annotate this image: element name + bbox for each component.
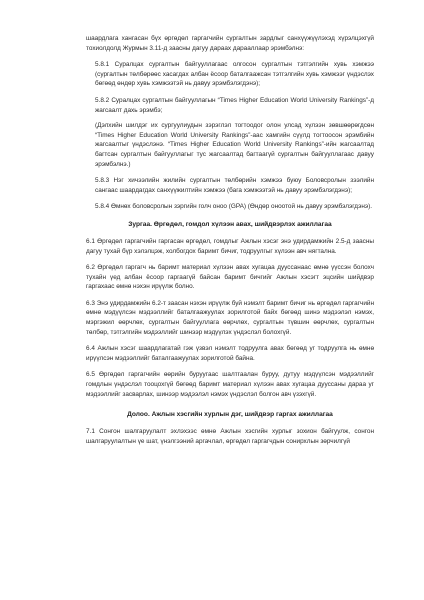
clause-5-8-2-note: (Дэлхийн шилдэг их сургуулиудын зэрэглэл тогтоодог олон улсад хүлээн зөвшөөрөгдсөн “Times Higher Education World University Rankings”-аас хамгийн сүүлд тогтоосон эрэмбийн жагсаалтыг үндэслэнэ. “Times Higher Education World University Rankings”-ийн жагсаалтад багтсан сургалтын байгууллагыг тус жагсаалтад багтаагүй сургалтын байгууллагаас давуу эрэмбэлнэ.) <box>95 122 374 168</box>
clause-6-4: 6.4 Ажлын хэсэг шаардлагатай гэж үзвэл нэмэлт тодруулга авах бөгөөд уг тодруулга нь өмнө ирүүлсэн мэдээллийг баталгаажуулах зорилготой байна. <box>86 345 374 362</box>
intro-paragraph: шаардлага хангасан бүх өргөдөл гаргагчийн сургалтын зардлыг санхүүжүүлэхэд хүрэлцэхгүй тохиолдолд Журмын 3.11-д заасны дагуу дараах дарааллаар эрэмбэлнэ: <box>86 35 374 52</box>
clause-6-5: 6.5 Өргөдөл гаргагчийн өөрийн буруугаас шалтгаалан буруу, дутуу мэдүүлсэн мэдээллийг гомдлын үндэслэл тооцохгүй бөгөөд баримт материал хүлээн авах хугацаа дууссаны дараа уг мэдээллийг засварлах, шинээр мэдээлэл нэмэх үндэслэл болгон авч үзэхгүй. <box>86 371 374 398</box>
section-7-heading: Долоо. Ажлын хэсгийн хурлын дэг, шийдвэр гаргах ажиллагаа <box>127 411 333 419</box>
clause-6-1: 6.1 Өргөдөл гаргагчийн гаргасан өргөдөл, гомдлыг Ажлын хэсэг энэ удирдамжийн 2.5-д заасны дагуу тухай бүр хэлэлцэж, холбогдох баримт бичиг, тодруулгыг хүлээн авч нягтална. <box>86 237 374 255</box>
clause-5-8-1: 5.8.1 Суралцах сургалтын байгууллагаас олгосон сургалтын тэтгэлгийн хувь хэмжээ (сургалтын төлбөрөөс хасагдах албан ёсоор баталгаажсан тэтгэлгийн хувь хэмжээг үндэслэх бөгөөд өндөр хувь хэмжээтэй нь давуу эрэмбэлэгдэнэ); <box>95 61 374 88</box>
clause-6-2: 6.2 Өргөдөл гаргагч нь баримт материал хүлээн авах хугацаа дууссанаас өмнө үүссэн болохч тухайн үед албан ёсоор гаргаагүй байсан баримт бичгийг Ажлын хэсэгт эцсийн шийдвэр гаргахаас өмнө нэхэн ирүүлж болно. <box>86 264 374 291</box>
clause-5-8-3: 5.8.3 Нэг хичээлийн жилийн сургалтын төлбөрийн хэмжээ буюу Боловсролын зээлийн сангаас шаардагдах санхүүжилтийн хэмжээ (бага хэмжээтэй нь давуу эрэмбэлэгдэнэ); <box>95 177 374 194</box>
clause-5-8-2: 5.8.2 Суралцах сургалтын байгууллагын “Times Higher Education World University Rankings”-д жагсаалт дахь эрэмбэ; <box>95 96 374 114</box>
clause-7-1: 7.1 Сонгон шалгаруулалт эхлэхээс өмнө Ажлын хэсгийн хурлыг зохион байгуулж, сонгон шалгаруулалтын үе шат, үнэлгээний аргачлал, өргөдөл гаргагчдын сонирхлын зөрчилгүй <box>86 428 374 445</box>
section-6-body <box>86 237 374 399</box>
section-6-heading: Зургаа. Өргөдөл, гомдол хүлээн авах, шийдвэрлэх ажиллагаа <box>128 220 332 228</box>
clause-5-8-4: 5.8.4 Өмнөх боловсролын зэргийн голч оноо (GPA) (Өндөр оноотой нь давуу эрэмбэлэгдэнэ). <box>95 203 373 211</box>
clause-6-3: 6.3 Энэ удирдамжийн 6.2-т заасан нэхэн ирүүлж буй нэмэлт баримт бичиг нь өргөдөл гаргагчийн өмнө мэдүүлсэн мэдээллийг баталгаажуулах зорилготой байх бөгөөд шинэ мэдээлэл нэмэх, мэргэжил өөрчлөх, сургалтын байгууллага өөрчлөх, сургалтын түвшин өөрчлөх, сургалтын төлбөр, тэтгэлгийн мэдээллийг шинээр мэдүүлэх үндэслэл болохгүй. <box>86 299 374 336</box>
section-7-body <box>86 427 374 446</box>
top-paragraphs <box>86 34 374 212</box>
